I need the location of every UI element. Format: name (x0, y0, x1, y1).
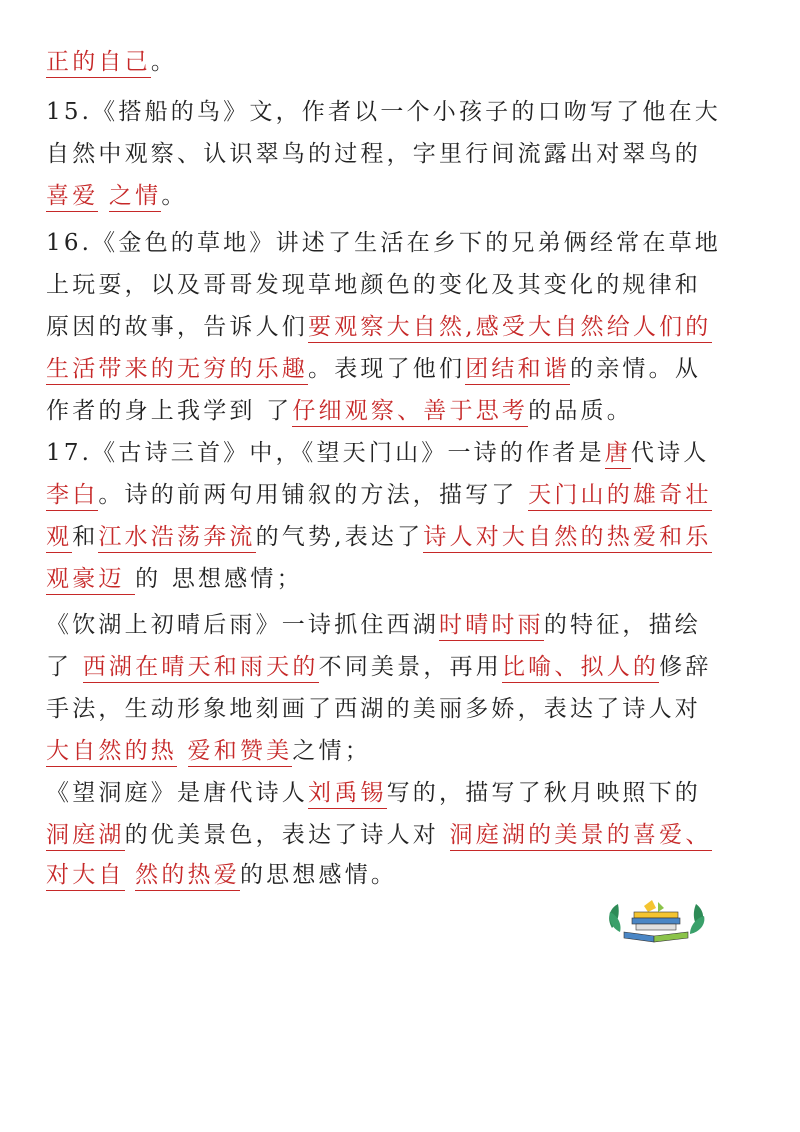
line-text: 自然中观察、认识翠鸟的过程，字里行间流露出对翠鸟的 (46, 141, 701, 167)
answer-text: 李白 (46, 482, 98, 511)
line-text: 不同美景，再用 (318, 654, 502, 680)
line-text: 的气势,表达了 (255, 524, 424, 550)
answer-text: 观豪迈 (46, 566, 135, 595)
answer-text: 诗人对大自然的热爱和乐 (423, 524, 711, 553)
line-text: 。 (161, 183, 188, 209)
text-line (46, 98, 746, 128)
line-text: 。 (150, 49, 178, 75)
line-text: 15.《搭船的鸟》文，作者以一个小孩子的口吻写了他在大 (46, 99, 721, 125)
answer-text: 然的热爱 (135, 862, 240, 891)
line-text: 的品质。 (528, 398, 633, 424)
line-text: 修辞 (659, 654, 712, 680)
line-text (177, 738, 188, 764)
line-text: 。表现了他们 (308, 356, 466, 382)
answer-text: 洞庭湖的美景的喜爱、 (450, 822, 712, 851)
text-line (46, 695, 746, 725)
line-text: 16.《金色的草地》讲述了生活在乡下的兄弟俩经常在草地 (46, 230, 721, 256)
text-line (46, 397, 746, 427)
line-text: 上玩耍，以及哥哥发现草地颜色的变化及其变化的规律和 (46, 272, 701, 298)
text-line (46, 48, 746, 78)
answer-text: 江水浩荡奔流 (98, 524, 255, 553)
text-line (46, 653, 746, 683)
text-line (46, 565, 746, 595)
line-text: 的思想感情。 (239, 862, 398, 888)
text-line (46, 355, 746, 385)
line-text: 《饮湖上初晴后雨》一诗抓住西湖 (46, 612, 439, 638)
text-line (46, 481, 746, 511)
line-text: 的 思想感情； (135, 566, 303, 592)
text-line (46, 313, 746, 343)
answer-text: 仔细观察、善于思考 (292, 398, 528, 427)
answer-text: 大自然的热 (46, 738, 177, 767)
text-line (46, 523, 746, 553)
text-line (46, 271, 746, 301)
answer-text: 观 (46, 524, 72, 553)
line-text: 的优美景色，表达了诗人对 (124, 822, 450, 848)
text-line (46, 861, 746, 891)
text-line (46, 140, 746, 170)
text-line (46, 229, 746, 259)
text-line (46, 182, 746, 212)
answer-text: 对大自 (46, 862, 125, 891)
answer-text: 唐 (605, 440, 631, 469)
line-text: 原因的故事，告诉人们 (46, 314, 308, 340)
line-text: 和 (72, 524, 99, 550)
answer-text: 之情 (109, 183, 161, 212)
text-line (46, 439, 746, 469)
line-text: 之情； (292, 738, 371, 764)
answer-text: 要观察大自然,感受大自然给人们的 (308, 314, 712, 343)
line-text: 手法，生动形象地刻画了西湖的美丽多娇，表达了诗人对 (46, 696, 701, 722)
text-line (46, 779, 746, 809)
line-text: 了 (46, 654, 83, 680)
line-text: 作者的身上我学到 了 (46, 398, 293, 424)
answer-text: 西湖在晴天和雨天的 (83, 654, 319, 683)
line-text: 写的，描写了秋月映照下的 (386, 780, 702, 806)
answer-text: 生活带来的无穷的乐趣 (46, 356, 308, 385)
answer-text: 正的自己 (46, 49, 151, 78)
line-text: 代诗人 (630, 440, 710, 466)
line-text: 《望洞庭》是唐代诗人 (46, 780, 308, 806)
answer-text: 天门山的雄奇壮 (528, 482, 711, 511)
line-text: 。诗的前两句用铺叙的方法，描写了 (98, 482, 529, 508)
answer-text: 洞庭湖 (46, 822, 125, 851)
text-line (46, 821, 746, 851)
text-line (46, 737, 746, 767)
line-text: 的特征，描绘 (543, 612, 702, 638)
line-text (98, 183, 109, 209)
answer-text: 团结和谐 (465, 356, 570, 385)
line-text: 17.《古诗三首》中，《望天门山》一诗的作者是 (46, 440, 605, 466)
answer-text: 比喻、拟人的 (502, 654, 659, 683)
text-line (46, 611, 746, 641)
answer-text: 刘禹锡 (308, 780, 387, 809)
answer-text: 时晴时雨 (439, 612, 544, 641)
line-text (125, 862, 136, 888)
line-text: 的亲情。从 (570, 356, 702, 382)
books-and-leaves-icon (604, 898, 708, 946)
answer-text: 喜爱 (46, 183, 98, 212)
answer-text: 爱和赞美 (188, 738, 293, 767)
